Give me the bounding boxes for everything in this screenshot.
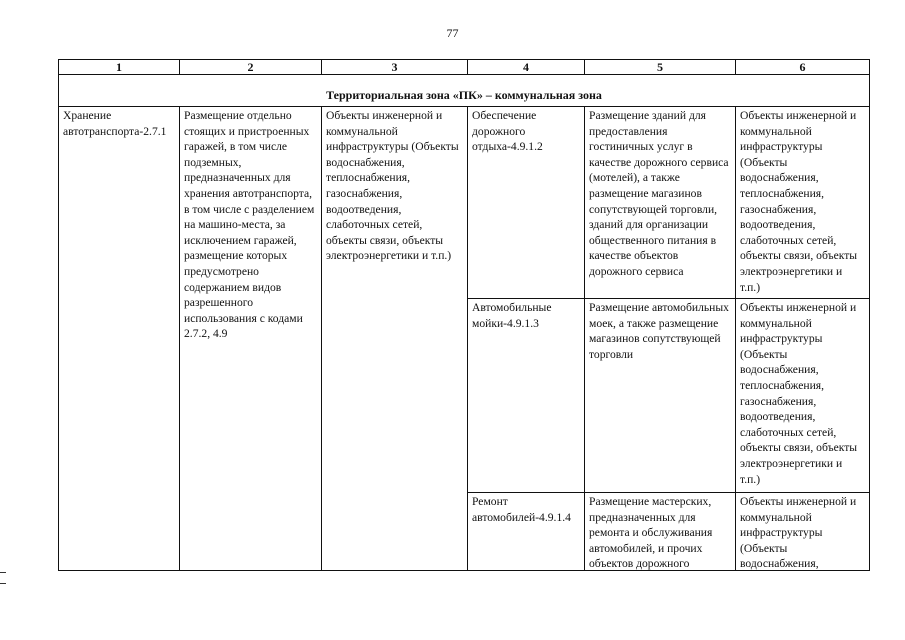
column-number-4: 4 xyxy=(468,60,585,75)
zone-title: Территориальная зона «ПК» – коммунальная зона xyxy=(59,75,870,107)
table-row xyxy=(59,107,870,299)
main-use-cell: Хранение автотранспорта-2.7.1 xyxy=(59,107,180,571)
sub-use-description-cell: Размещение автомобильных моек, а также размещение магазинов сопутствующей торговли xyxy=(585,299,736,493)
column-number-row xyxy=(59,60,870,75)
sub-use-objects-cell xyxy=(736,493,870,571)
sub-use-name-cell: Обеспечение дорожного отдыха-4.9.1.2 xyxy=(468,107,585,299)
column-number-2: 2 xyxy=(180,60,322,75)
sub-use-name-text: Ремонт автомобилей-4.9.1.4 xyxy=(472,495,571,524)
main-objects-cell: Объекты инженерной и коммунальной инфраструктуры (Объекты водоснабжения, теплоснабжения, газоснабжения, водоотведения, слаботочных сетей, объекты связи, объекты электроэнергетики и т.п.) xyxy=(322,107,468,571)
sub-use-name-cell: Автомобильные мойки-4.9.1.3 xyxy=(468,299,585,493)
sub-use-objects-cell: Объекты инженерной и коммунальной инфраструктуры (Объекты водоснабжения, теплоснабжения, газоснабжения, водоотведения, слаботочных сетей, объекты связи, объекты электроэнергетики и т.п.) xyxy=(736,107,870,299)
margin-mark xyxy=(0,583,6,584)
zone-title-row xyxy=(59,75,870,107)
main-description-cell: Размещение отдельно стоящих и пристроенных гаражей, в том числе подземных, предназначенных для хранения автотранспорта, в том числе с разделением на машино-места, за исключением гаражей, размещение которых предусмотрено содержанием видов разрешенного использования с кодами 2.7.2, 4.9 xyxy=(180,107,322,571)
column-number-6: 6 xyxy=(736,60,870,75)
column-number-3: 3 xyxy=(322,60,468,75)
column-number-1: 1 xyxy=(59,60,180,75)
column-number-5: 5 xyxy=(585,60,736,75)
page-number: 77 xyxy=(446,26,459,40)
sub-use-objects-cell: Объекты инженерной и коммунальной инфраструктуры (Объекты водоснабжения, теплоснабжения, газоснабжения, водоотведения, слаботочных сетей, объекты связи, объекты электроэнергетики и т.п.) xyxy=(736,299,870,493)
margin-mark xyxy=(0,572,6,573)
sub-use-name-cell xyxy=(468,493,585,571)
sub-use-description-cell: Размещение зданий для предоставления гостиничных услуг в качестве дорожного сервиса (мотелей), а также размещение магазинов сопутствующей торговли, зданий для организации общественного питания в качестве объектов дорожного сервиса xyxy=(585,107,736,299)
sub-use-description-text: Размещение мастерских, предназначенных для ремонта и обслуживания автомобилей, и прочих объектов дорожного xyxy=(589,495,713,570)
sub-use-objects-text: Объекты инженерной и коммунальной инфраструктуры (Объекты водоснабжения, xyxy=(740,495,857,570)
sub-use-description-cell xyxy=(585,493,736,571)
zoning-table xyxy=(58,59,870,571)
